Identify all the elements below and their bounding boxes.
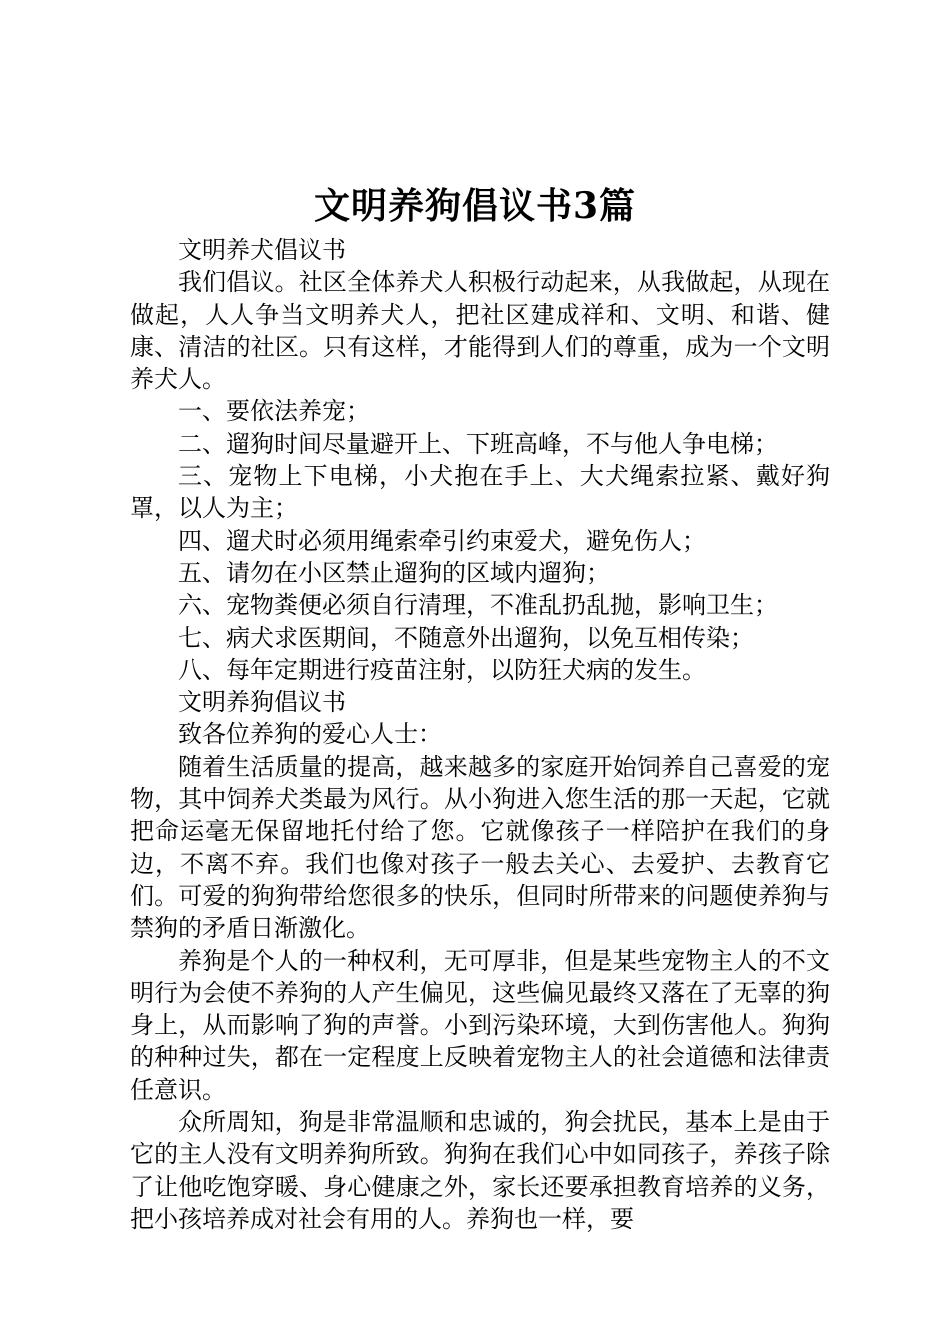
list-item: 六、宠物粪便必须自行清理，不准乱扔乱抛，影响卫生； <box>178 591 778 620</box>
list-item: 七、病犬求医期间，不随意外出遛狗，以免互相传染； <box>178 623 754 652</box>
list-item: 五、请勿在小区禁止遛狗的区域内遛狗； <box>178 558 610 587</box>
list-item: 八、每年定期进行疫苗注射，以防狂犬病的发生。 <box>178 655 706 684</box>
paragraph-heading-1: 文明养犬倡议书 <box>178 236 346 264</box>
paragraph-body: 随着生活质量的提高，越来越多的家庭开始饲养自己喜爱的宠物，其中饲养犬类最为风行。从小狗进入您生活的那一天起，它就把命运毫无保留地托付给了您。它就像孩子一样陪护在我们的身边，不离不弃。我们也像对孩子一般去关心、去爱护、去教育它们。可爱的狗狗带给您很多的快乐，但同时所带来的问题使养狗与禁狗的矛盾日渐激化。 <box>130 752 830 943</box>
document-body <box>130 234 830 1235</box>
paragraph-heading-2: 文明养狗倡议书 <box>178 688 346 717</box>
paragraph-intro: 我们倡议。社区全体养犬人积极行动起来，从我做起，从现在做起，人人争当文明养犬人，把社区建成祥和、文明、和谐、健康、清洁的社区。只有这样，才能得到人们的尊重，成为一个文明养犬人。 <box>130 268 830 394</box>
list-item: 一、要依法养宠； <box>178 397 370 426</box>
list-item: 三、宠物上下电梯，小犬抱在手上、大犬绳索拉紧、戴好狗罩，以人为主； <box>130 462 830 523</box>
paragraph-body: 众所周知，狗是非常温顺和忠诚的，狗会扰民，基本上是由于它的主人没有文明养狗所致。狗狗在我们心中如同孩子，养孩子除了让他吃饱穿暖、身心健康之外，家长还要承担教育培养的义务，把小孩培养成对社会有用的人。养狗也一样，要 <box>130 1108 830 1233</box>
paragraph-salutation: 致各位养狗的爱心人士： <box>178 720 442 749</box>
list-item: 二、遛狗时间尽量避开上、下班高峰，不与他人争电梯； <box>178 429 778 458</box>
paragraph-body: 养狗是个人的一种权利，无可厚非，但是某些宠物主人的不文明行为会使不养狗的人产生偏见，这些偏见最终又落在了无辜的狗身上，从而影响了狗的声誉。小到污染环境，大到伤害他人。狗狗的种种过失，都在一定程度上反映着宠物主人的社会道德和法律责任意识。 <box>130 946 830 1104</box>
list-item: 四、遛犬时必须用绳索牵引约束爱犬，避免伤人； <box>178 526 706 555</box>
document-title: 文明养狗倡议书3篇 <box>313 185 637 227</box>
